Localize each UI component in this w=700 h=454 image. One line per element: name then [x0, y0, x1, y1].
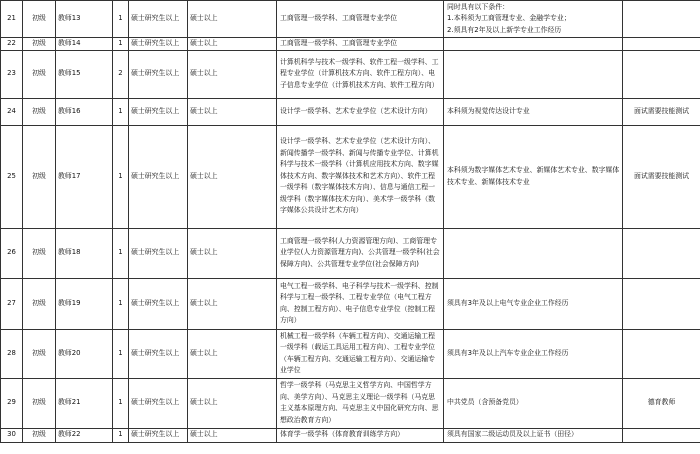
level-cell: 初级 — [23, 50, 56, 98]
level-cell: 初级 — [23, 329, 56, 378]
degree-requirement: 硕士以上 — [188, 1, 277, 38]
requirement-line: 本科须为数字媒体艺术专业、新媒体艺术专业、数字媒体技术专业、新媒体技术专业 — [447, 166, 620, 186]
job-table-body — [1, 1, 700, 443]
other-requirements — [444, 38, 623, 51]
other-requirements — [444, 228, 623, 278]
level-cell: 初级 — [23, 98, 56, 125]
education-requirement: 硕士研究生以上 — [129, 329, 188, 378]
major-requirement: 体育学一级学科（体育教育训练学方向） — [277, 428, 444, 442]
row-number: 25 — [1, 125, 23, 228]
headcount: 1 — [113, 1, 129, 38]
requirement-line: 1.本科须为工商管理专业、金融学专业； — [447, 14, 571, 23]
degree-requirement: 硕士以上 — [188, 98, 277, 125]
requirement-line: 本科须为视觉传达设计专业 — [447, 106, 530, 115]
headcount: 1 — [113, 228, 129, 278]
remarks — [623, 38, 700, 51]
table-row — [1, 428, 700, 442]
requirement-line: 2.须具有2年及以上新学专业工作经历 — [447, 25, 562, 34]
education-requirement: 硕士研究生以上 — [129, 1, 188, 38]
remarks: 德育教师 — [623, 378, 700, 428]
major-requirement: 设计学一级学科、艺术专业学位（艺术设计方向） — [277, 98, 444, 125]
level-cell: 初级 — [23, 228, 56, 278]
level-cell: 初级 — [23, 378, 56, 428]
post-name: 教师18 — [56, 228, 113, 278]
education-requirement: 硕士研究生以上 — [129, 228, 188, 278]
major-requirement: 计算机科学与技术一级学科、软件工程一级学科、工程专业学位（计算机技术方向、软件工程方向）、电子信息专业学位（计算机技术方向、软件工程方向） — [277, 50, 444, 98]
headcount: 2 — [113, 50, 129, 98]
row-number: 22 — [1, 38, 23, 51]
education-requirement: 硕士研究生以上 — [129, 98, 188, 125]
headcount: 1 — [113, 278, 129, 329]
level-cell: 初级 — [23, 125, 56, 228]
level-cell: 初级 — [23, 428, 56, 442]
row-number: 23 — [1, 50, 23, 98]
education-requirement: 硕士研究生以上 — [129, 125, 188, 228]
remarks — [623, 428, 700, 442]
headcount: 1 — [113, 98, 129, 125]
other-requirements — [444, 125, 623, 228]
post-name: 教师15 — [56, 50, 113, 98]
row-number: 29 — [1, 378, 23, 428]
other-requirements — [444, 278, 623, 329]
degree-requirement: 硕士以上 — [188, 50, 277, 98]
table-row — [1, 1, 700, 38]
education-requirement: 硕士研究生以上 — [129, 378, 188, 428]
remarks — [623, 1, 700, 38]
major-requirement: 工商管理一级学科、工商管理专业学位 — [277, 1, 444, 38]
row-number: 30 — [1, 428, 23, 442]
degree-requirement: 硕士以上 — [188, 329, 277, 378]
remarks — [623, 50, 700, 98]
degree-requirement: 硕士以上 — [188, 125, 277, 228]
requirement-line: 中共党员（含预备党员） — [447, 398, 523, 407]
major-requirement: 设计学一级学科、艺术专业学位（艺术设计方向）、新闻传播学一级学科、新闻与传播专业学位、计算机科学与技术一级学科（计算机应用技术方向、数字媒体技术方向、数字媒体技术和艺术方向）、软件工程一级学科（数字媒体技术方向）、信息与通信工程一级学科（数字媒体技术方向）、美术学一级学科（数字媒体公共设计艺术方向） — [277, 125, 444, 228]
education-requirement: 硕士研究生以上 — [129, 428, 188, 442]
remarks — [623, 228, 700, 278]
major-requirement: 工商管理一级学科、工商管理专业学位 — [277, 38, 444, 51]
post-name: 教师14 — [56, 38, 113, 51]
table-row — [1, 228, 700, 278]
table-row — [1, 50, 700, 98]
remarks — [623, 329, 700, 378]
post-name: 教师22 — [56, 428, 113, 442]
other-requirements — [444, 50, 623, 98]
row-number: 28 — [1, 329, 23, 378]
table-row — [1, 278, 700, 329]
row-number: 21 — [1, 1, 23, 38]
headcount: 1 — [113, 428, 129, 442]
remarks — [623, 278, 700, 329]
level-cell: 初级 — [23, 38, 56, 51]
requirement-line: 同时具有以下条件： — [447, 2, 510, 11]
row-number: 27 — [1, 278, 23, 329]
education-requirement: 硕士研究生以上 — [129, 50, 188, 98]
major-requirement: 机械工程一级学科（车辆工程方向）、交通运输工程一级学科（载运工具运用工程方向）、工程专业学位（车辆工程方向、交通运输工程方向）、交通运输专业学位 — [277, 329, 444, 378]
table-row — [1, 98, 700, 125]
requirement-line: 须具有国家二级运动员及以上证书（田径） — [447, 430, 578, 439]
level-cell: 初级 — [23, 278, 56, 329]
row-number: 24 — [1, 98, 23, 125]
headcount: 1 — [113, 38, 129, 51]
degree-requirement: 硕士以上 — [188, 378, 277, 428]
post-name: 教师16 — [56, 98, 113, 125]
degree-requirement: 硕士以上 — [188, 278, 277, 329]
degree-requirement: 硕士以上 — [188, 428, 277, 442]
remarks: 面试需要技能测试 — [623, 125, 700, 228]
post-name: 教师20 — [56, 329, 113, 378]
requirement-line: 须具有3年及以上电气专业企业工作经历 — [447, 298, 569, 307]
remarks: 面试需要技能测试 — [623, 98, 700, 125]
degree-requirement: 硕士以上 — [188, 228, 277, 278]
post-name: 教师19 — [56, 278, 113, 329]
major-requirement: 哲学一级学科（马克思主义哲学方向、中国哲学方向、美学方向）、马克思主义理论一级学科（马克思主义基本原理方向、马克思主义中国化研究方向、思想政治教育方向） — [277, 378, 444, 428]
education-requirement: 硕士研究生以上 — [129, 38, 188, 51]
row-number: 26 — [1, 228, 23, 278]
table-row — [1, 378, 700, 428]
table-row — [1, 125, 700, 228]
post-name: 教师21 — [56, 378, 113, 428]
other-requirements — [444, 98, 623, 125]
other-requirements — [444, 1, 623, 38]
post-name: 教师13 — [56, 1, 113, 38]
degree-requirement: 硕士以上 — [188, 38, 277, 51]
education-requirement: 硕士研究生以上 — [129, 278, 188, 329]
major-requirement: 工商管理一级学科(人力资源管理方向)、工商管理专业学位(人力资源管理方向)、公共管理一级学科(社会保障方向)、公共管理专业学位(社会保障方向) — [277, 228, 444, 278]
post-name: 教师17 — [56, 125, 113, 228]
requirement-line: 须具有3年及以上汽车专业企业工作经历 — [447, 348, 569, 357]
level-cell: 初级 — [23, 1, 56, 38]
major-requirement: 电气工程一级学科、电子科学与技术一级学科、控制科学与工程一级学科、工程专业学位（电气工程方向、控制工程方向）、电子信息专业学位（控制工程方向） — [277, 278, 444, 329]
table-row — [1, 38, 700, 51]
table-row — [1, 329, 700, 378]
headcount: 1 — [113, 378, 129, 428]
other-requirements — [444, 428, 623, 442]
other-requirements — [444, 378, 623, 428]
headcount: 1 — [113, 329, 129, 378]
other-requirements — [444, 329, 623, 378]
headcount: 1 — [113, 125, 129, 228]
